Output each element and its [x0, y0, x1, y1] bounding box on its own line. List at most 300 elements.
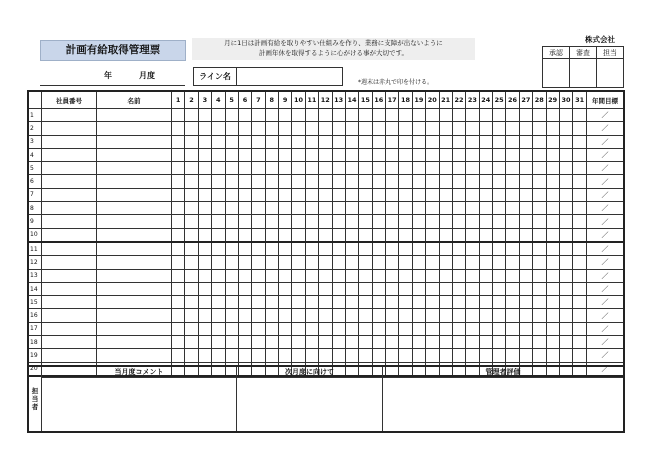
day-cell[interactable]	[279, 322, 292, 335]
day-cell[interactable]	[452, 175, 465, 188]
day-cell[interactable]	[172, 188, 185, 201]
day-cell[interactable]	[372, 269, 385, 282]
day-cell[interactable]	[212, 175, 225, 188]
day-cell[interactable]	[399, 242, 412, 256]
annual-goal-cell[interactable]: ／	[587, 135, 625, 148]
day-cell[interactable]	[506, 135, 519, 148]
employee-number-cell[interactable]	[42, 269, 97, 282]
day-cell[interactable]	[559, 269, 572, 282]
day-cell[interactable]	[479, 349, 492, 362]
day-cell[interactable]	[225, 256, 238, 269]
day-cell[interactable]	[479, 309, 492, 322]
day-cell[interactable]	[399, 269, 412, 282]
day-cell[interactable]	[359, 122, 372, 135]
employee-name-cell[interactable]	[97, 135, 172, 148]
day-cell[interactable]	[466, 349, 479, 362]
day-cell[interactable]	[506, 148, 519, 161]
approval-stamp-charge[interactable]	[597, 59, 624, 88]
annual-goal-cell[interactable]: ／	[587, 242, 625, 256]
day-cell[interactable]	[305, 175, 318, 188]
day-cell[interactable]	[479, 148, 492, 161]
day-cell[interactable]	[546, 188, 559, 201]
day-cell[interactable]	[493, 228, 506, 242]
day-cell[interactable]	[279, 349, 292, 362]
day-cell[interactable]	[212, 256, 225, 269]
day-cell[interactable]	[292, 175, 305, 188]
day-cell[interactable]	[533, 349, 546, 362]
day-cell[interactable]	[292, 282, 305, 295]
day-cell[interactable]	[466, 269, 479, 282]
day-cell[interactable]	[506, 349, 519, 362]
day-cell[interactable]	[319, 228, 332, 242]
day-cell[interactable]	[372, 228, 385, 242]
day-cell[interactable]	[238, 162, 251, 175]
day-cell[interactable]	[372, 336, 385, 349]
day-cell[interactable]	[185, 188, 198, 201]
day-cell[interactable]	[332, 175, 345, 188]
day-cell[interactable]	[332, 135, 345, 148]
day-cell[interactable]	[506, 215, 519, 228]
day-cell[interactable]	[238, 296, 251, 309]
day-cell[interactable]	[399, 135, 412, 148]
annual-goal-cell[interactable]: ／	[587, 256, 625, 269]
day-cell[interactable]	[225, 135, 238, 148]
day-cell[interactable]	[279, 215, 292, 228]
day-cell[interactable]	[452, 322, 465, 335]
approval-stamp-approve[interactable]	[543, 59, 570, 88]
day-cell[interactable]	[479, 135, 492, 148]
day-cell[interactable]	[559, 228, 572, 242]
day-cell[interactable]	[172, 122, 185, 135]
day-cell[interactable]	[399, 309, 412, 322]
day-cell[interactable]	[386, 175, 399, 188]
day-cell[interactable]	[359, 282, 372, 295]
annual-goal-cell[interactable]: ／	[587, 269, 625, 282]
day-cell[interactable]	[452, 215, 465, 228]
day-cell[interactable]	[265, 282, 278, 295]
day-cell[interactable]	[252, 188, 265, 201]
employee-name-cell[interactable]	[97, 309, 172, 322]
day-cell[interactable]	[506, 162, 519, 175]
day-cell[interactable]	[546, 349, 559, 362]
day-cell[interactable]	[533, 336, 546, 349]
day-cell[interactable]	[319, 269, 332, 282]
employee-name-cell[interactable]	[97, 269, 172, 282]
day-cell[interactable]	[332, 109, 345, 122]
day-cell[interactable]	[519, 109, 532, 122]
day-cell[interactable]	[265, 215, 278, 228]
day-cell[interactable]	[172, 109, 185, 122]
day-cell[interactable]	[546, 269, 559, 282]
day-cell[interactable]	[506, 256, 519, 269]
day-cell[interactable]	[319, 282, 332, 295]
day-cell[interactable]	[519, 336, 532, 349]
day-cell[interactable]	[559, 148, 572, 161]
employee-name-cell[interactable]	[97, 109, 172, 122]
day-cell[interactable]	[519, 215, 532, 228]
year-month-field[interactable]	[40, 68, 185, 86]
day-cell[interactable]	[279, 309, 292, 322]
employee-number-cell[interactable]	[42, 148, 97, 161]
day-cell[interactable]	[212, 296, 225, 309]
day-cell[interactable]	[452, 256, 465, 269]
day-cell[interactable]	[546, 148, 559, 161]
comment-field-current-month[interactable]	[42, 378, 237, 433]
day-cell[interactable]	[573, 322, 587, 335]
day-cell[interactable]	[225, 215, 238, 228]
day-cell[interactable]	[185, 175, 198, 188]
day-cell[interactable]	[185, 162, 198, 175]
day-cell[interactable]	[345, 175, 358, 188]
day-cell[interactable]	[426, 256, 439, 269]
day-cell[interactable]	[359, 228, 372, 242]
day-cell[interactable]	[452, 282, 465, 295]
day-cell[interactable]	[466, 109, 479, 122]
day-cell[interactable]	[399, 162, 412, 175]
day-cell[interactable]	[573, 148, 587, 161]
day-cell[interactable]	[198, 188, 211, 201]
day-cell[interactable]	[185, 202, 198, 215]
employee-number-cell[interactable]	[42, 135, 97, 148]
day-cell[interactable]	[252, 309, 265, 322]
day-cell[interactable]	[493, 109, 506, 122]
day-cell[interactable]	[265, 175, 278, 188]
day-cell[interactable]	[359, 148, 372, 161]
day-cell[interactable]	[225, 122, 238, 135]
day-cell[interactable]	[452, 122, 465, 135]
day-cell[interactable]	[279, 188, 292, 201]
day-cell[interactable]	[238, 309, 251, 322]
day-cell[interactable]	[439, 228, 452, 242]
day-cell[interactable]	[386, 349, 399, 362]
employee-number-cell[interactable]	[42, 256, 97, 269]
day-cell[interactable]	[238, 215, 251, 228]
day-cell[interactable]	[533, 109, 546, 122]
day-cell[interactable]	[252, 349, 265, 362]
day-cell[interactable]	[519, 202, 532, 215]
day-cell[interactable]	[386, 109, 399, 122]
day-cell[interactable]	[439, 282, 452, 295]
day-cell[interactable]	[386, 188, 399, 201]
day-cell[interactable]	[238, 122, 251, 135]
day-cell[interactable]	[292, 148, 305, 161]
day-cell[interactable]	[573, 256, 587, 269]
day-cell[interactable]	[573, 282, 587, 295]
day-cell[interactable]	[319, 148, 332, 161]
day-cell[interactable]	[399, 296, 412, 309]
day-cell[interactable]	[372, 148, 385, 161]
day-cell[interactable]	[506, 336, 519, 349]
day-cell[interactable]	[506, 109, 519, 122]
day-cell[interactable]	[265, 188, 278, 201]
day-cell[interactable]	[466, 202, 479, 215]
day-cell[interactable]	[493, 336, 506, 349]
day-cell[interactable]	[212, 228, 225, 242]
day-cell[interactable]	[372, 109, 385, 122]
day-cell[interactable]	[345, 282, 358, 295]
employee-name-cell[interactable]	[97, 349, 172, 362]
day-cell[interactable]	[386, 228, 399, 242]
day-cell[interactable]	[265, 202, 278, 215]
day-cell[interactable]	[439, 135, 452, 148]
day-cell[interactable]	[452, 349, 465, 362]
day-cell[interactable]	[319, 135, 332, 148]
day-cell[interactable]	[559, 215, 572, 228]
day-cell[interactable]	[198, 269, 211, 282]
day-cell[interactable]	[493, 309, 506, 322]
day-cell[interactable]	[506, 282, 519, 295]
day-cell[interactable]	[412, 282, 425, 295]
day-cell[interactable]	[292, 109, 305, 122]
day-cell[interactable]	[452, 162, 465, 175]
day-cell[interactable]	[305, 228, 318, 242]
day-cell[interactable]	[439, 349, 452, 362]
day-cell[interactable]	[292, 256, 305, 269]
day-cell[interactable]	[546, 296, 559, 309]
day-cell[interactable]	[426, 336, 439, 349]
day-cell[interactable]	[279, 336, 292, 349]
day-cell[interactable]	[319, 188, 332, 201]
day-cell[interactable]	[279, 122, 292, 135]
day-cell[interactable]	[372, 135, 385, 148]
day-cell[interactable]	[305, 282, 318, 295]
day-cell[interactable]	[399, 336, 412, 349]
day-cell[interactable]	[292, 202, 305, 215]
day-cell[interactable]	[185, 296, 198, 309]
day-cell[interactable]	[185, 349, 198, 362]
day-cell[interactable]	[533, 162, 546, 175]
day-cell[interactable]	[265, 296, 278, 309]
day-cell[interactable]	[412, 215, 425, 228]
day-cell[interactable]	[292, 188, 305, 201]
day-cell[interactable]	[212, 122, 225, 135]
day-cell[interactable]	[533, 135, 546, 148]
day-cell[interactable]	[546, 109, 559, 122]
day-cell[interactable]	[493, 322, 506, 335]
day-cell[interactable]	[479, 228, 492, 242]
day-cell[interactable]	[265, 122, 278, 135]
day-cell[interactable]	[185, 122, 198, 135]
day-cell[interactable]	[252, 256, 265, 269]
day-cell[interactable]	[439, 175, 452, 188]
day-cell[interactable]	[372, 349, 385, 362]
employee-name-cell[interactable]	[97, 282, 172, 295]
day-cell[interactable]	[573, 162, 587, 175]
day-cell[interactable]	[412, 242, 425, 256]
day-cell[interactable]	[493, 148, 506, 161]
day-cell[interactable]	[573, 296, 587, 309]
day-cell[interactable]	[386, 122, 399, 135]
day-cell[interactable]	[185, 148, 198, 161]
day-cell[interactable]	[386, 202, 399, 215]
day-cell[interactable]	[559, 188, 572, 201]
day-cell[interactable]	[559, 349, 572, 362]
day-cell[interactable]	[519, 349, 532, 362]
employee-name-cell[interactable]	[97, 202, 172, 215]
day-cell[interactable]	[519, 282, 532, 295]
day-cell[interactable]	[279, 148, 292, 161]
day-cell[interactable]	[332, 336, 345, 349]
day-cell[interactable]	[372, 188, 385, 201]
day-cell[interactable]	[559, 202, 572, 215]
day-cell[interactable]	[506, 296, 519, 309]
day-cell[interactable]	[212, 322, 225, 335]
day-cell[interactable]	[452, 242, 465, 256]
day-cell[interactable]	[386, 162, 399, 175]
day-cell[interactable]	[372, 322, 385, 335]
day-cell[interactable]	[252, 322, 265, 335]
day-cell[interactable]	[412, 256, 425, 269]
day-cell[interactable]	[252, 269, 265, 282]
day-cell[interactable]	[533, 256, 546, 269]
day-cell[interactable]	[426, 122, 439, 135]
day-cell[interactable]	[279, 228, 292, 242]
day-cell[interactable]	[185, 336, 198, 349]
day-cell[interactable]	[332, 215, 345, 228]
day-cell[interactable]	[225, 175, 238, 188]
day-cell[interactable]	[466, 122, 479, 135]
day-cell[interactable]	[279, 135, 292, 148]
day-cell[interactable]	[345, 309, 358, 322]
day-cell[interactable]	[172, 256, 185, 269]
day-cell[interactable]	[212, 188, 225, 201]
day-cell[interactable]	[439, 322, 452, 335]
day-cell[interactable]	[479, 269, 492, 282]
day-cell[interactable]	[533, 296, 546, 309]
day-cell[interactable]	[533, 148, 546, 161]
day-cell[interactable]	[198, 256, 211, 269]
day-cell[interactable]	[252, 122, 265, 135]
annual-goal-cell[interactable]: ／	[587, 109, 625, 122]
day-cell[interactable]	[399, 122, 412, 135]
day-cell[interactable]	[559, 135, 572, 148]
day-cell[interactable]	[252, 162, 265, 175]
day-cell[interactable]	[359, 269, 372, 282]
annual-goal-cell[interactable]: ／	[587, 188, 625, 201]
day-cell[interactable]	[359, 202, 372, 215]
day-cell[interactable]	[292, 162, 305, 175]
day-cell[interactable]	[452, 135, 465, 148]
day-cell[interactable]	[439, 269, 452, 282]
day-cell[interactable]	[252, 242, 265, 256]
day-cell[interactable]	[319, 202, 332, 215]
day-cell[interactable]	[546, 309, 559, 322]
annual-goal-cell[interactable]: ／	[587, 202, 625, 215]
day-cell[interactable]	[479, 188, 492, 201]
day-cell[interactable]	[466, 242, 479, 256]
day-cell[interactable]	[359, 256, 372, 269]
employee-name-cell[interactable]	[97, 162, 172, 175]
day-cell[interactable]	[305, 162, 318, 175]
day-cell[interactable]	[452, 269, 465, 282]
day-cell[interactable]	[386, 309, 399, 322]
day-cell[interactable]	[573, 188, 587, 201]
day-cell[interactable]	[399, 175, 412, 188]
day-cell[interactable]	[185, 282, 198, 295]
day-cell[interactable]	[533, 242, 546, 256]
employee-name-cell[interactable]	[97, 175, 172, 188]
day-cell[interactable]	[212, 162, 225, 175]
day-cell[interactable]	[172, 148, 185, 161]
annual-goal-cell[interactable]: ／	[587, 228, 625, 242]
day-cell[interactable]	[225, 349, 238, 362]
day-cell[interactable]	[332, 148, 345, 161]
day-cell[interactable]	[519, 256, 532, 269]
day-cell[interactable]	[439, 148, 452, 161]
day-cell[interactable]	[212, 282, 225, 295]
day-cell[interactable]	[533, 188, 546, 201]
day-cell[interactable]	[506, 242, 519, 256]
day-cell[interactable]	[506, 309, 519, 322]
day-cell[interactable]	[225, 282, 238, 295]
day-cell[interactable]	[412, 309, 425, 322]
employee-number-cell[interactable]	[42, 309, 97, 322]
day-cell[interactable]	[292, 322, 305, 335]
day-cell[interactable]	[493, 282, 506, 295]
day-cell[interactable]	[399, 148, 412, 161]
day-cell[interactable]	[573, 228, 587, 242]
day-cell[interactable]	[546, 282, 559, 295]
day-cell[interactable]	[412, 269, 425, 282]
day-cell[interactable]	[279, 202, 292, 215]
day-cell[interactable]	[479, 336, 492, 349]
day-cell[interactable]	[519, 135, 532, 148]
day-cell[interactable]	[265, 109, 278, 122]
day-cell[interactable]	[479, 175, 492, 188]
day-cell[interactable]	[519, 228, 532, 242]
day-cell[interactable]	[493, 296, 506, 309]
day-cell[interactable]	[439, 188, 452, 201]
day-cell[interactable]	[292, 269, 305, 282]
day-cell[interactable]	[212, 202, 225, 215]
day-cell[interactable]	[466, 148, 479, 161]
day-cell[interactable]	[332, 202, 345, 215]
day-cell[interactable]	[559, 282, 572, 295]
employee-name-cell[interactable]	[97, 148, 172, 161]
day-cell[interactable]	[559, 336, 572, 349]
day-cell[interactable]	[386, 215, 399, 228]
day-cell[interactable]	[225, 162, 238, 175]
day-cell[interactable]	[305, 215, 318, 228]
day-cell[interactable]	[238, 135, 251, 148]
employee-name-cell[interactable]	[97, 336, 172, 349]
day-cell[interactable]	[238, 256, 251, 269]
annual-goal-cell[interactable]: ／	[587, 336, 625, 349]
day-cell[interactable]	[305, 202, 318, 215]
day-cell[interactable]	[533, 122, 546, 135]
employee-number-cell[interactable]	[42, 162, 97, 175]
employee-number-cell[interactable]	[42, 282, 97, 295]
day-cell[interactable]	[359, 135, 372, 148]
day-cell[interactable]	[493, 349, 506, 362]
day-cell[interactable]	[345, 148, 358, 161]
day-cell[interactable]	[212, 242, 225, 256]
day-cell[interactable]	[412, 296, 425, 309]
day-cell[interactable]	[345, 349, 358, 362]
comment-field-next-month[interactable]	[237, 378, 383, 433]
day-cell[interactable]	[506, 269, 519, 282]
day-cell[interactable]	[225, 322, 238, 335]
day-cell[interactable]	[372, 162, 385, 175]
day-cell[interactable]	[519, 296, 532, 309]
day-cell[interactable]	[172, 349, 185, 362]
day-cell[interactable]	[479, 296, 492, 309]
day-cell[interactable]	[466, 228, 479, 242]
employee-number-cell[interactable]	[42, 296, 97, 309]
day-cell[interactable]	[399, 109, 412, 122]
day-cell[interactable]	[212, 135, 225, 148]
day-cell[interactable]	[319, 309, 332, 322]
